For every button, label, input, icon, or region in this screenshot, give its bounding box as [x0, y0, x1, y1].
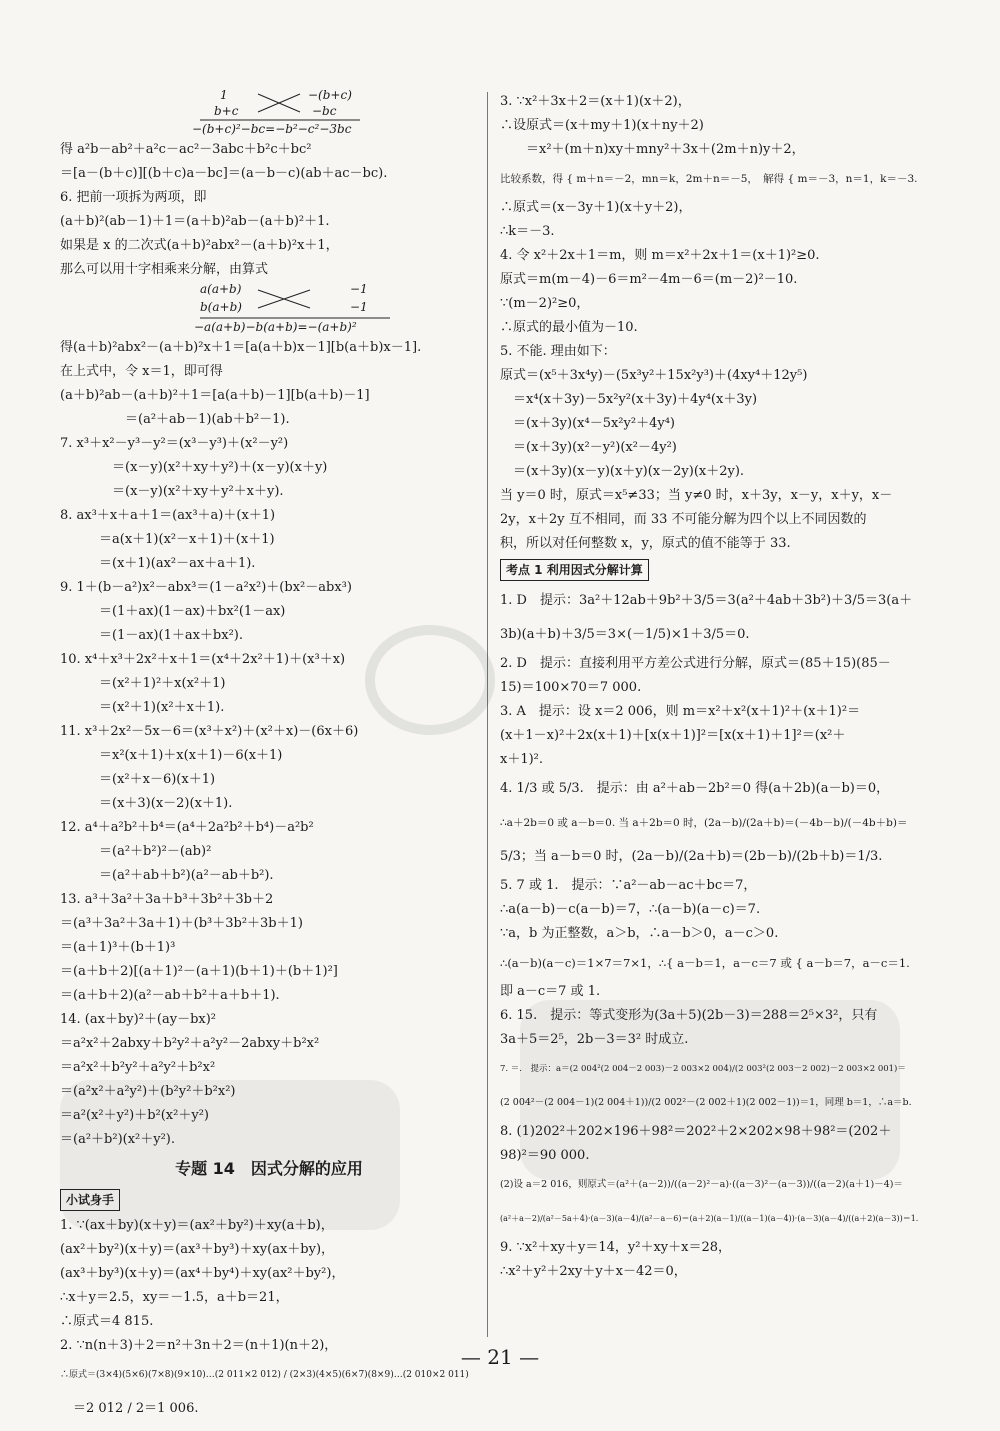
- text-line-s14: ∴(a－b)(a－c)＝1×7＝7×1，∴{ a－b＝1，a－c＝7 或 { a－b＝7，a－c＝1.: [500, 956, 910, 970]
- text-line-c28: ＝(a²＋b²)²－(ab)²: [60, 844, 212, 859]
- cross2-bottom-right: −1: [350, 300, 368, 314]
- text-line-c35: 14. (ax＋by)²＋(ay－bx)²: [60, 1012, 217, 1027]
- text-line-d4: ∴x＋y＝2.5，xy＝－1.5，a＋b＝21，: [60, 1290, 289, 1305]
- text-line-s24: 9. ∵x²＋xy＋y＝14，y²＋xy＋x＝28，: [500, 1240, 732, 1255]
- text-line-r12: 原式＝(x⁵＋3x⁴y)－(5x³y²＋15x²y³)＋(4xy⁴＋12y⁵): [500, 368, 808, 383]
- cross1-bottom-right: −bc: [312, 104, 337, 118]
- text-line-r19: 积，所以对任何整数 x，y，原式的值不能等于 33.: [500, 536, 791, 551]
- text-line-r13: ＝x⁴(x＋3y)－5x²y²(x＋3y)＋4y⁴(x＋3y): [500, 392, 758, 407]
- text-line-d7: ∴原式＝(3×4)(5×6)(7×8)(9×10)…(2 011×2 012) / (2×3)(4×5)(6×7)(8×9)…(2 010×2 011): [60, 1370, 469, 1380]
- cross2-sum: −a(a+b)−b(a+b)=−(a+b)²: [194, 320, 357, 334]
- text-line-c19: ＝(1－ax)(1＋ax＋bx²).: [60, 628, 243, 643]
- text-line-c30: 13. a³＋3a²＋3a＋b³＋3b²＋3b＋2: [60, 892, 274, 907]
- column-divider: [487, 92, 488, 1337]
- text-line-s10: 5/3；当 a－b＝0 时，(2a－b)/(2a＋b)＝(2b－b)/(2b＋b)＝1/3.: [500, 849, 883, 864]
- page-number: — 21 —: [460, 1345, 540, 1369]
- text-line-c18: ＝(1＋ax)(1－ax)＋bx²(1－ax): [60, 604, 286, 619]
- text-line-r9: ∵(m－2)²≥0，: [500, 296, 590, 311]
- text-line-c23: 11. x³＋2x²－5x－6＝(x³＋x²)＋(x²＋x)－(6x＋6): [60, 724, 359, 739]
- text-line-c2: ＝[a－(b＋c)][(b＋c)a－bc]＝(a－b－c)(ab＋ac－bc).: [60, 166, 388, 181]
- topic-box-label: 考点 1 利用因式分解计算: [500, 559, 649, 581]
- text-line-d1: 1. ∵(ax＋by)(x＋y)＝(ax²＋by²)＋xy(a＋b)，: [60, 1218, 334, 1233]
- text-line-d2: (ax²＋by²)(x＋y)＝(ax³＋by³)＋xy(ax＋by)，: [60, 1242, 335, 1257]
- text-line-s20: 8. (1)202²＋202×196＋98²＝202²＋2×202×98＋98²＝(202＋: [500, 1124, 892, 1139]
- text-line-s16: 6. 15. 提示：等式变形为(3a＋5)(2b－3)＝288＝2⁵×3²，只有: [500, 1008, 878, 1023]
- text-line-r1: 3. ∵x²＋3x＋2＝(x＋1)(x＋2)，: [500, 94, 691, 109]
- text-line-s21: 98)²＝90 000.: [500, 1148, 590, 1163]
- text-line-c6: 那么可以用十字相乘来分解，由算式: [60, 262, 269, 277]
- cross1-bottom-left: b+c: [214, 104, 239, 118]
- text-line-r8: 原式＝m(m－4)－6＝m²－4m－6＝(m－2)²－10.: [500, 272, 798, 287]
- text-line-c7: 得(a＋b)²abx²－(a＋b)²x＋1＝[a(a＋b)x－1][b(a＋b)x－1].: [60, 340, 422, 355]
- text-line-r2: ∴设原式＝(x＋my＋1)(x＋ny＋2): [500, 118, 704, 133]
- text-line-r18: 2y，x＋2y 互不相同，而 33 不可能分解为四个以上不同因数的: [500, 512, 867, 527]
- text-line-c34: ＝(a＋b＋2)(a²－ab＋b²＋a＋b＋1).: [60, 988, 280, 1003]
- text-line-c39: ＝a²(x²＋y²)＋b²(x²＋y²): [60, 1108, 209, 1123]
- text-line-c26: ＝(x＋3)(x－2)(x＋1).: [60, 796, 233, 811]
- text-line-r3: ＝x²＋(m＋n)xy＋mny²＋3x＋(2m＋n)y＋2，: [500, 142, 805, 157]
- text-line-s23: (a²＋a－2)/(a²－5a＋4)·(a－3)(a－4)/(a²－a－6)＝(a＋2)(a－1)/((a－1)(a－4))·(a－3)(a－4)/((a＋2)(a－3))＝1.: [500, 1214, 918, 1223]
- text-line-d5: ∴原式＝4 815.: [60, 1314, 154, 1329]
- text-line-r6: ∴k＝－3.: [500, 224, 555, 239]
- text-line-c22: ＝(x²＋1)(x²＋x＋1).: [60, 700, 225, 715]
- text-line-s7: x＋1)².: [500, 752, 544, 767]
- cross-multiplication-1: [192, 88, 500, 138]
- text-line-s9: ∴a＋2b＝0 或 a－b＝0. 当 a＋2b＝0 时，(2a－b)/(2a＋b)＝(－4b－b)/(－4b＋b)＝: [500, 817, 908, 829]
- text-line-c36: ＝a²x²＋2abxy＋b²y²＋a²y²－2abxy＋b²x²: [60, 1036, 320, 1051]
- text-line-r15: ＝(x＋3y)(x²－y²)(x²－4y²): [500, 440, 677, 455]
- text-line-c4: (a＋b)²(ab－1)＋1＝(a＋b)²ab－(a＋b)²＋1.: [60, 214, 330, 229]
- text-line-s5: 3. A 提示：设 x＝2 006，则 m＝x²＋x²(x＋1)²＋(x＋1)²＝: [500, 704, 861, 719]
- text-line-s17: 3a＋5＝2⁵，2b－3＝3² 时成立.: [500, 1032, 689, 1047]
- text-line-d8: ＝2 012 / 2＝1 006.: [60, 1401, 199, 1416]
- text-line-c37: ＝a²x²＋b²y²＋a²y²＋b²x²: [60, 1060, 216, 1075]
- text-line-c38: ＝(a²x²＋a²y²)＋(b²y²＋b²x²): [60, 1084, 236, 1099]
- text-line-c15: ＝a(x＋1)(x²－x＋1)＋(x＋1): [60, 532, 275, 547]
- text-line-s13: ∵a，b 为正整数，a＞b，∴a－b＞0，a－c＞0.: [500, 926, 779, 941]
- text-line-s4: 15)＝100×70＝7 000.: [500, 680, 642, 695]
- text-line-s22: (2)设 a＝2 016，则原式＝(a²＋(a－2))/((a－2)²－a)·((a－3)²－(a－3))/((a－2)(a＋1)－4)＝: [500, 1179, 903, 1190]
- text-line-s3: 2. D 提示：直接利用平方差公式进行分解，原式＝(85＋15)(85－: [500, 656, 891, 671]
- section-title: 专题 14 因式分解的应用: [175, 1159, 363, 1178]
- cross2-bottom-left: b(a+b): [200, 300, 242, 314]
- text-line-s1: 1. D 提示：3a²＋12ab＋9b²＋3/5＝3(a²＋4ab＋3b²)＋3/5＝3(a＋: [500, 593, 913, 608]
- text-line-c33: ＝(a＋b＋2)[(a＋1)²－(a＋1)(b＋1)＋(b＋1)²]: [60, 964, 338, 979]
- cross1-sum: −(b+c)²−bc=−b²−c²−3bc: [192, 122, 352, 136]
- text-line-c9: (a＋b)²ab－(a＋b)²＋1＝[a(a＋b)－1][b(a＋b)－1]: [60, 388, 370, 403]
- text-line-s18: 7. ＝. 提示：a＝(2 004²(2 004－2 003)－2 003×2 004)/(2 003²(2 003－2 002)－2 003×2 001)＝: [500, 1064, 906, 1074]
- cross2-top-left: a(a+b): [200, 282, 242, 296]
- text-line-s8: 4. 1/3 或 5/3. 提示：由 a²＋ab－2b²＝0 得(a＋2b)(a－b)＝0，: [500, 781, 890, 796]
- cross1-top-right: −(b+c): [308, 88, 352, 102]
- text-line-c40: ＝(a²＋b²)(x²＋y²).: [60, 1132, 176, 1147]
- text-line-r17: 当 y＝0 时，原式＝x⁵≠33；当 y≠0 时，x＋3y，x－y，x＋y，x－: [500, 488, 893, 503]
- cross2-top-right: −1: [350, 282, 368, 296]
- text-line-s6: (x＋1－x)²＋2x(x＋1)＋[x(x＋1)]²＝[x(x＋1)＋1]²＝(x²＋: [500, 728, 846, 743]
- text-line-c16: ＝(x＋1)(ax²－ax＋a＋1).: [60, 556, 256, 571]
- text-line-r4: 比较系数，得 { m＋n＝－2，mn＝k，2m＋n＝－5， 解得 { m＝－3，n＝1，k＝－3.: [500, 173, 918, 185]
- text-line-r7: 4. 令 x²＋2x＋1＝m，则 m＝x²＋2x＋1＝(x＋1)²≥0.: [500, 248, 820, 263]
- text-line-c8: 在上式中，令 x＝1，即可得: [60, 364, 223, 379]
- text-line-c10: ＝(a²＋ab－1)(ab＋b²－1).: [60, 412, 290, 427]
- text-line-r5: ∴原式＝(x－3y＋1)(x＋y＋2)，: [500, 200, 692, 215]
- text-line-c5: 如果是 x 的二次式(a＋b)²abx²－(a＋b)²x＋1，: [60, 238, 339, 253]
- right-column: [500, 90, 918, 1284]
- text-line-c13: ＝(x－y)(x²＋xy＋y²＋x＋y).: [60, 484, 284, 499]
- text-line-c32: ＝(a＋1)³＋(b＋1)³: [60, 940, 176, 955]
- text-line-s12: ∴a(a－b)－c(a－b)＝7，∴(a－b)(a－c)＝7.: [500, 902, 761, 917]
- cross-multiplication-2: [194, 282, 500, 336]
- text-line-r14: ＝(x＋3y)(x⁴－5x²y²＋4y⁴): [500, 416, 675, 431]
- left-column: [60, 88, 478, 1426]
- text-line-s25: ∴x²＋y²＋2xy＋y＋x－42＝0，: [500, 1264, 687, 1279]
- text-line-r10: ∴原式的最小值为－10.: [500, 320, 638, 335]
- text-line-s19: (2 004²－(2 004－1)(2 004＋1))/(2 002²－(2 002＋1)(2 002－1))＝1，同理 b＝1，∴a＝b.: [500, 1097, 912, 1108]
- text-line-c14: 8. ax³＋x＋a＋1＝(ax³＋a)＋(x＋1): [60, 508, 276, 523]
- text-line-r16: ＝(x＋3y)(x－y)(x＋y)(x－2y)(x＋2y).: [500, 464, 745, 479]
- text-line-c1: 得 a²b－ab²＋a²c－ac²－3abc＋b²c＋bc²: [60, 142, 312, 157]
- text-line-s2: 3b)(a＋b)＋3/5＝3×(－1/5)×1＋3/5＝0.: [500, 627, 750, 642]
- text-line-s11: 5. 7 或 1. 提示：∵a²－ab－ac＋bc＝7，: [500, 878, 757, 893]
- text-line-c3: 6. 把前一项拆为两项，即: [60, 190, 207, 205]
- text-line-c21: ＝(x²＋1)²＋x(x²＋1): [60, 676, 226, 691]
- text-line-c31: ＝(a³＋3a²＋3a＋1)＋(b³＋3b²＋3b＋1): [60, 916, 303, 931]
- text-line-c27: 12. a⁴＋a²b²＋b⁴＝(a⁴＋2a²b²＋b⁴)－a²b²: [60, 820, 314, 835]
- cross1-top-left: 1: [220, 88, 228, 102]
- text-line-d6: 2. ∵n(n＋3)＋2＝n²＋3n＋2＝(n＋1)(n＋2)，: [60, 1338, 338, 1353]
- text-line-c25: ＝(x²＋x－6)(x＋1): [60, 772, 216, 787]
- text-line-s15: 即 a－c＝7 或 1.: [500, 984, 601, 999]
- text-line-c12: ＝(x－y)(x²＋xy＋y²)＋(x－y)(x＋y): [60, 460, 328, 475]
- text-line-c17: 9. 1＋(b－a²)x²－abx³＝(1－a²x²)＋(bx²－abx³): [60, 580, 352, 595]
- text-line-c11: 7. x³＋x²－y³－y²＝(x³－y³)＋(x²－y²): [60, 436, 289, 451]
- text-line-r11: 5. 不能. 理由如下：: [500, 344, 616, 359]
- text-line-d3: (ax³＋by³)(x＋y)＝(ax⁴＋by⁴)＋xy(ax²＋by²)，: [60, 1266, 345, 1281]
- text-line-c24: ＝x²(x＋1)＋x(x＋1)－6(x＋1): [60, 748, 283, 763]
- section-box-label: 小试身手: [60, 1189, 120, 1211]
- text-line-c29: ＝(a²＋ab＋b²)(a²－ab＋b²).: [60, 868, 274, 883]
- text-line-c20: 10. x⁴＋x³＋2x²＋x＋1＝(x⁴＋2x²＋1)＋(x³＋x): [60, 652, 346, 667]
